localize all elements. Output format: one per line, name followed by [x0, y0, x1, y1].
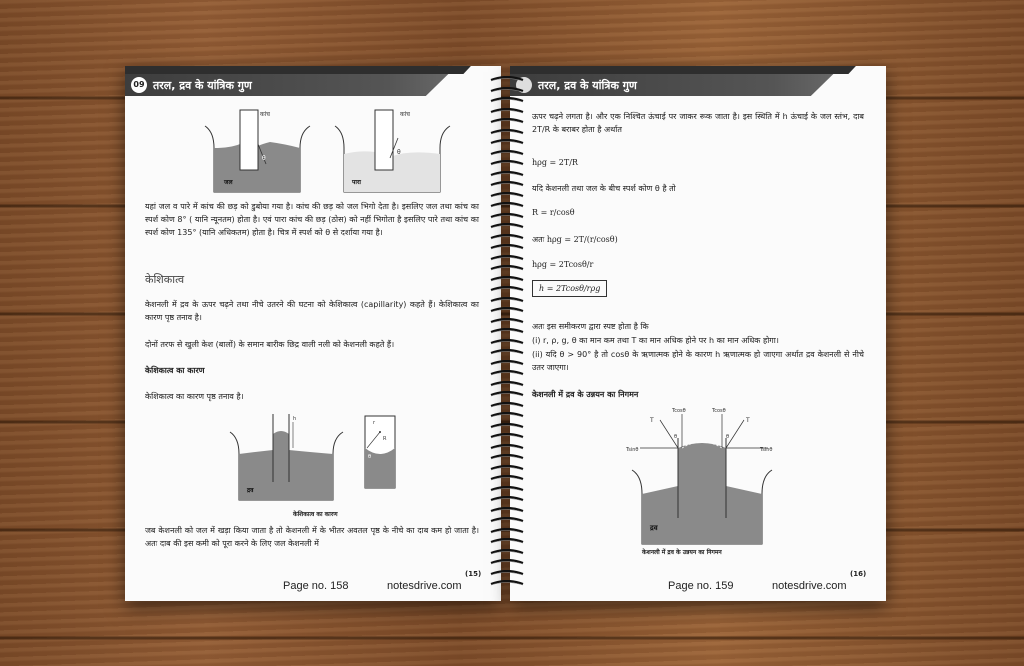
theta-left: θ: [674, 434, 678, 440]
binding-ring: [487, 444, 527, 452]
r-label: r: [373, 420, 376, 426]
Tcos-label-right: Tcosθ: [712, 408, 726, 414]
page-number: (16): [850, 570, 867, 578]
binding-ring: [487, 181, 527, 189]
binding-ring: [487, 507, 527, 515]
figure-caption: केशिकात्व का कारण: [293, 511, 338, 518]
binding-ring: [487, 423, 527, 431]
paragraph-1: यहां जल व पारे में कांच की छड़ को डुबोया गया है। कांच की छड़ को जल भिगो देता है। इसलिए जल तथा कांच का स्पर्श कोण 8° ( यानि न्यूनतम) होता है। एवं पारा कांच की छड़ (ठोस) को नहीं भिगोता है इसलिए पारे तथा कांच का स्पर्श कोण 135° (यानि अधिकतम) होता है। चित्र में स्पर्श को θ से दर्शाया गया है।: [145, 202, 479, 237]
binding-ring: [487, 171, 527, 179]
equation-4: hρg = 2Tcosθ/r: [532, 260, 594, 269]
binding-ring: [487, 328, 527, 336]
binding-ring: [487, 192, 527, 200]
binding-ring: [487, 486, 527, 494]
footer-site: notesdrive.com: [772, 580, 847, 592]
contact-angle-figure: [200, 108, 490, 200]
footer-site: notesdrive.com: [387, 580, 462, 592]
binding-ring: [487, 118, 527, 126]
binding-ring: [487, 160, 527, 168]
capillary-rise-figure: [620, 408, 790, 550]
header-band: [125, 66, 501, 74]
liquid-label: द्रव: [247, 487, 254, 494]
binding-ring: [487, 202, 527, 210]
svg-text:h: h: [293, 416, 297, 422]
binding-ring: [487, 139, 527, 147]
Tcos-label-left: Tcosθ: [672, 408, 686, 414]
binding-ring: [487, 307, 527, 315]
paragraph-4: केशिकात्व का कारण पृष्ठ तनाव है।: [145, 392, 244, 401]
binding-ring: [487, 381, 527, 389]
theta-label-3: θ: [368, 454, 372, 460]
point-1: (i) r, ρ, g, θ का मान कम तथा T का मान अधिक होने पर h का मान अधिक होगा।: [532, 336, 779, 345]
glass-label: कांच: [260, 111, 270, 118]
binding-ring: [487, 339, 527, 347]
binding-ring: [487, 223, 527, 231]
figure-caption: केशनली में द्रव के उन्नयन का निगमन: [642, 549, 722, 556]
binding-ring: [487, 97, 527, 105]
chapter-number: 09: [131, 77, 147, 93]
mercury-label: पारा: [352, 179, 361, 186]
spiral-binding: [487, 70, 527, 600]
binding-ring: [487, 297, 527, 305]
binding-ring: [487, 150, 527, 158]
binding-ring: [487, 391, 527, 399]
right-page: [510, 66, 886, 601]
binding-ring: [487, 76, 527, 84]
paragraph-3: दोनों तरफ से खुली केश (बालों) के समान बारीक छिद्र वाली नली को केशनली कहते हैं।: [145, 340, 395, 349]
water-label: जल: [224, 179, 233, 186]
section-heading: केशिकात्व: [145, 273, 185, 286]
footer-page-label: Page no. 158: [283, 580, 349, 592]
binding-ring: [487, 244, 527, 252]
binding-ring: [487, 265, 527, 273]
equation-3: अतः hρg = 2T/(r/cosθ): [532, 235, 618, 244]
R-label: R: [383, 436, 387, 442]
binding-ring: [487, 433, 527, 441]
equation-2: R = r/cosθ: [532, 208, 575, 217]
binding-ring: [487, 559, 527, 567]
binding-ring: [487, 538, 527, 546]
line-2: यदि केशनली तथा जल के बीच स्पर्श कोण θ है तो: [532, 184, 676, 193]
footer-page-label: Page no. 159: [668, 580, 734, 592]
chapter-title: तरल, द्रव के यांत्रिक गुण: [153, 79, 252, 92]
binding-ring: [487, 108, 527, 116]
paragraph-5: जब केशनली को जल में खड़ा किया जाता है तो केशनली में के भीतर अवतल पृष्ठ के नीचे का दाब कम हो जाता है। अतः दाब की इस कमी को पूरा करने के लिए जल केशनली में: [145, 526, 479, 548]
binding-ring: [487, 276, 527, 284]
binding-ring: [487, 255, 527, 263]
binding-ring: [487, 570, 527, 578]
T-label-left: T: [650, 417, 654, 424]
subheading: केशिकात्व का कारण: [145, 366, 205, 375]
subheading: केशनली में द्रव के उन्नयन का निगमन: [532, 390, 639, 399]
binding-ring: [487, 412, 527, 420]
binding-ring: [487, 129, 527, 137]
binding-ring: [487, 318, 527, 326]
binding-ring: [487, 87, 527, 95]
Tsin-label-left: Tsinθ: [626, 447, 639, 453]
header-band: [510, 66, 886, 74]
point-2: (ii) यदि θ > 90° है तो cosθ के ऋणात्मक होने के कारण h ऋणात्मक हो जाएगा अर्थात द्रव केशनली से नीचे उतर जाएगा।: [532, 350, 864, 372]
binding-ring: [487, 370, 527, 378]
equation-1: hρg = 2T/R: [532, 158, 578, 167]
binding-ring: [487, 360, 527, 368]
binding-ring: [487, 402, 527, 410]
binding-ring: [487, 528, 527, 536]
theta-right: θ: [726, 434, 730, 440]
binding-ring: [487, 580, 527, 588]
equation-5: h = 2Tcosθ/rρg: [532, 280, 607, 297]
binding-ring: [487, 454, 527, 462]
theta-label-2: θ: [397, 149, 401, 156]
line-3: अतः इस समीकरण द्वारा स्पष्ट होता है कि: [532, 322, 649, 331]
paragraph-1: ऊपर चढ़ने लगता है। और एक निश्चित ऊंचाई पर जाकर रूक जाता है। इस स्थिति में h ऊंचाई के जल स्तंभ, दाब 2T/R के बराबर होता है अर्थात: [532, 112, 864, 134]
chapter-title: तरल, द्रव के यांत्रिक गुण: [538, 79, 637, 92]
T-label-right: T: [746, 417, 750, 424]
binding-ring: [487, 286, 527, 294]
Tsin-label-right: Tsinθ: [760, 447, 773, 453]
binding-ring: [487, 496, 527, 504]
binding-ring: [487, 475, 527, 483]
theta-label: θ: [262, 155, 266, 162]
binding-ring: [487, 517, 527, 525]
paragraph-2: केशनली में द्रव के ऊपर चढ़ने तथा नीचे उतरने की घटना को केशिकात्व (capillarity) कहते हैं। केशिकात्व का कारण पृष्ठ तनाव है।: [145, 300, 479, 322]
capillarity-figure: [225, 412, 425, 510]
binding-ring: [487, 234, 527, 242]
binding-ring: [487, 349, 527, 357]
liquid-label: द्रव: [650, 524, 658, 532]
binding-ring: [487, 213, 527, 221]
page-number: (15): [465, 570, 482, 578]
glass-label-2: कांच: [400, 111, 410, 118]
binding-ring: [487, 549, 527, 557]
left-page: [125, 66, 501, 601]
binding-ring: [487, 465, 527, 473]
